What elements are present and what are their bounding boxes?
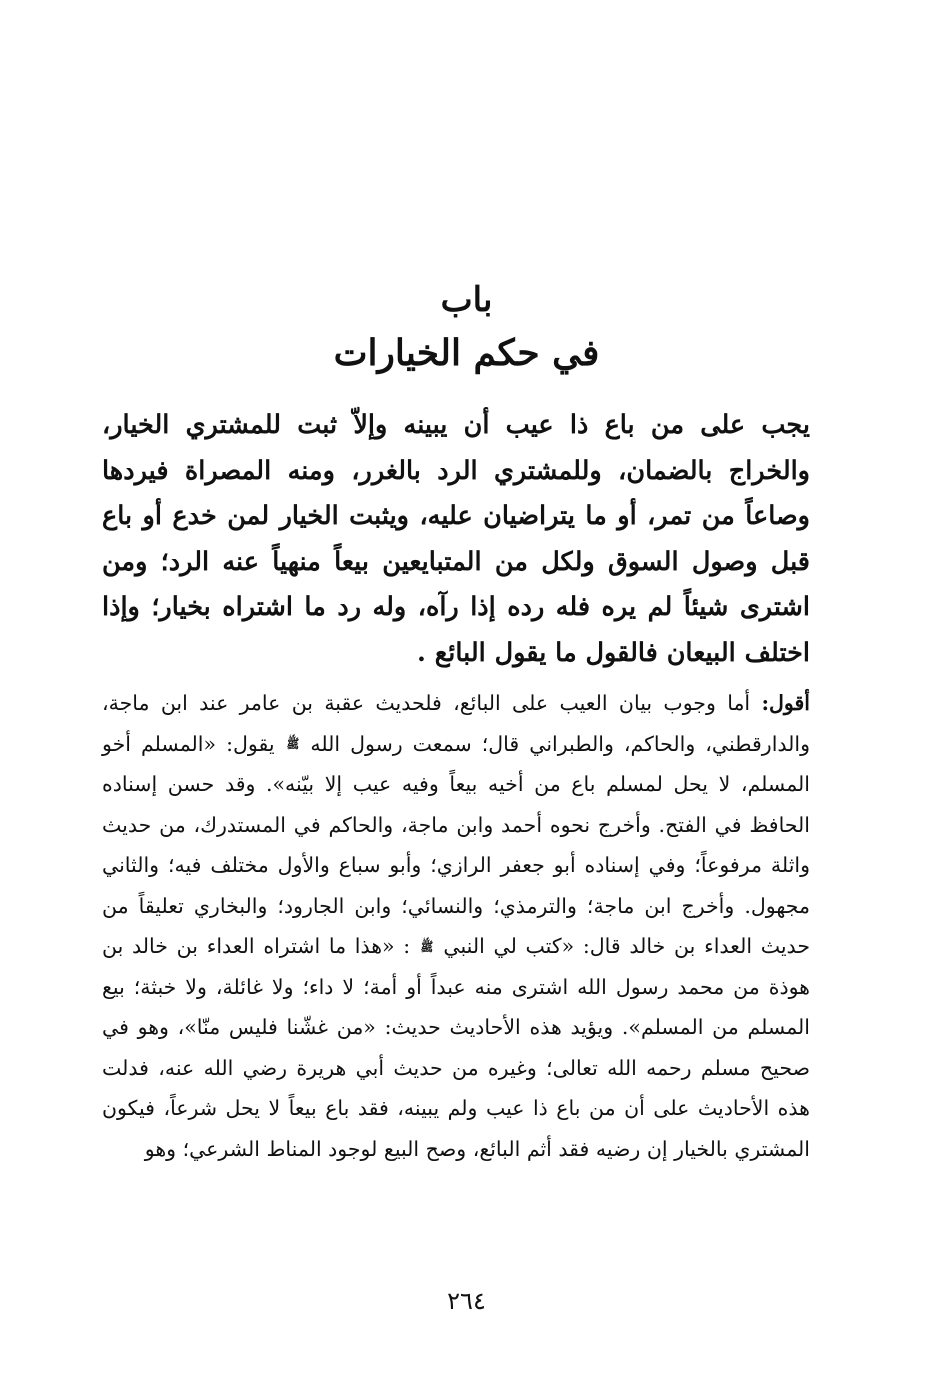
salutation-glyph-2: ﷺ bbox=[420, 939, 434, 955]
commentary-text-part-1: أما وجوب بيان العيب على البائع، فلحديث عقبة بن عامر عند ابن ماجة، والدارقطني، والحاكم، والطبراني قال؛ سمعت رسول الله bbox=[102, 691, 810, 756]
main-text-paragraph: يجب على من باع ذا عيب أن يبينه وإلاّ ثبت للمشتري الخيار، والخراج بالضمان، وللمشتري الرد بالغرر، ومنه المصراة فيردها وصاعاً من تمر، أو ما يتراضيان عليه، ويثبت الخيار لمن خدع أو باع قبل وصول السوق ولكل من المتبايعين بيعاً منهياً عنه الرد؛ ومن اشترى شيئاً لم يره فله رده إذا رآه، وله رد ما اشتراه بخيار؛ وإذا اختلف البيعان فالقول ما يقول البائع . bbox=[102, 410, 810, 668]
commentary-text-part-2: يقول: «المسلم أخو المسلم، لا يحل لمسلم باع من أخيه بيعاً وفيه عيب إلا بيّنه». وقد حسن إسناده الحافظ في الفتح. وأخرج نحوه أحمد وابن ماجة، والحاكم في المستدرك، من حديث واثلة مرفوعاً؛ وفي إسناده أبو جعفر الرازي؛ وأبو سباع والأول مختلف فيه؛ والثاني مجهول. وأخرج ابن ماجة؛ والترمذي؛ والنسائي؛ وابن الجارود؛ والبخاري تعليقاً من حديث العداء بن خالد قال: «كتب لي النبي bbox=[102, 731, 810, 958]
commentary-paragraph bbox=[102, 683, 810, 1169]
salutation-glyph-1: ﷺ bbox=[286, 737, 299, 752]
chapter-title: في حكم الخيارات bbox=[333, 332, 600, 374]
commentary-text-part-3: : «هذا ما اشتراه العداء بن خالد بن هوذة من محمد رسول الله اشترى منه عبداً أو أمة؛ لا داء؛ ولا غائلة، ولا خبثة؛ بيع المسلم من المسلم». ويؤيد هذه الأحاديث حديث: «من غشّنا فليس منّا»، وهو في صحيح مسلم رحمه الله تعالى؛ وغيره من حديث أبي هريرة رضي الله عنه، فدلت هذه الأحاديث على أن من باع ذا عيب ولم يبينه، فقد باع بيعاً لا يحل شرعاً، فيكون المشتري بالخيار إن رضيه فقد أثم البائع، وصح البيع لوجود المناط الشرعي؛ وهو bbox=[102, 934, 810, 1161]
page-number: ٢٦٤ bbox=[447, 1287, 486, 1315]
chapter-label: باب bbox=[440, 280, 493, 320]
commentary-lead: أقول: bbox=[761, 691, 810, 715]
